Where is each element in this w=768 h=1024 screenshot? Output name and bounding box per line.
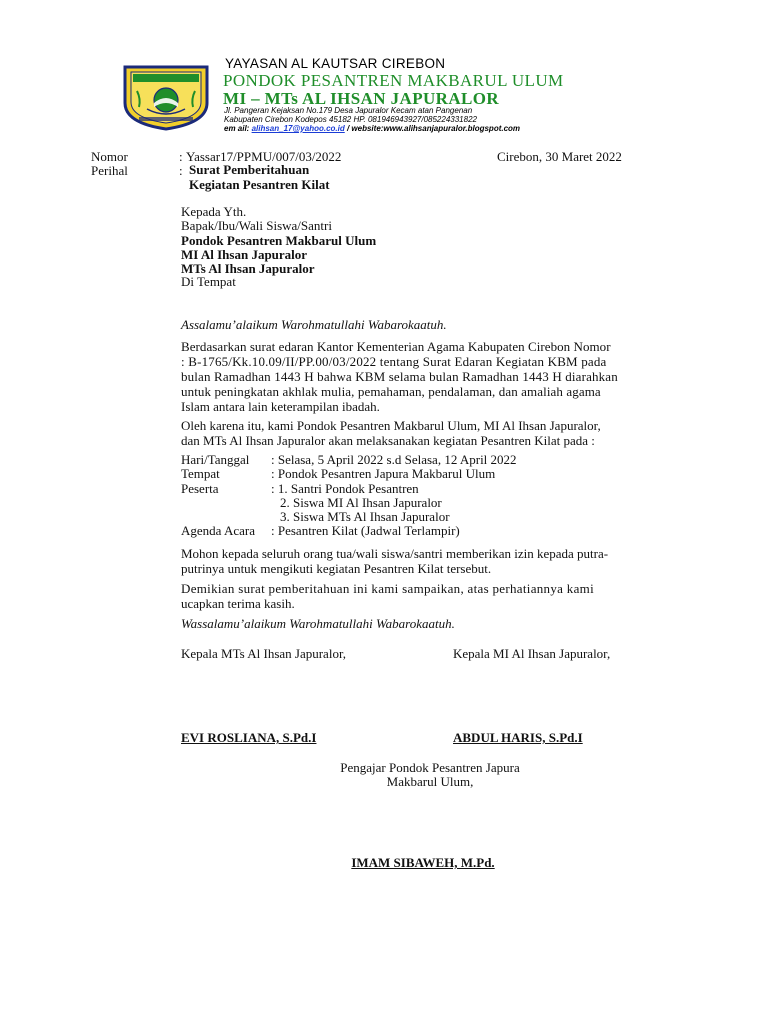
foundation-name: YAYASAN AL KAUTSAR CIREBON <box>225 56 446 71</box>
place-label: Tempat <box>181 466 220 481</box>
paragraph-3 <box>181 546 678 576</box>
agenda-value: : Pesantren Kilat (Jadwal Terlampir) <box>271 523 460 538</box>
contact-line <box>224 124 520 134</box>
day-label: Hari/Tanggal <box>181 452 250 467</box>
ref-colon: : <box>179 149 183 164</box>
recipient-line2: Bapak/Ibu/Wali Siswa/Santri <box>181 218 332 233</box>
paragraph-1-line: Berdasarkan surat edaran Kantor Kementerian Agama Kabupaten Cirebon Nomor <box>181 339 611 354</box>
right-signatory-name: ABDUL HARIS, S.Pd.I <box>453 730 583 745</box>
paragraph-2-line: dan MTs Al Ihsan Japuralor akan melaksanakan kegiatan Pesantren Kilat pada : <box>181 433 595 448</box>
recipient-line1: Kepada Yth. <box>181 204 247 219</box>
email-prefix: em ail: <box>224 124 252 133</box>
left-signatory-title: Kepala MTs Al Ihsan Japuralor, <box>181 646 347 661</box>
right-signatory-title: Kepala MI Al Ihsan Japuralor, <box>453 646 611 661</box>
closing: Wassalamu’alaikum Warohmatullahi Wabarokaatuh. <box>181 616 455 631</box>
participants-label: Peserta <box>181 481 219 496</box>
paragraph-4 <box>181 581 678 611</box>
recipient-line6: Di Tempat <box>181 274 236 289</box>
subject-line1: Surat Pemberitahuan <box>189 162 310 177</box>
paragraph-2 <box>181 418 678 448</box>
school-logo-icon <box>117 63 215 131</box>
address-line2: Kabupaten Cirebon Kodepos 45182 HP. 081946943927/085224331822 <box>224 115 477 124</box>
subject-line2: Kegiatan Pesantren Kilat <box>189 177 330 192</box>
left-signatory-name: EVI ROSLIANA, S.Pd.I <box>181 730 317 745</box>
paragraph-1-line: bulan Ramadhan 1443 H bahwa KBM selama bulan Ramadhan 1443 H diarahkan <box>181 369 618 384</box>
recipient-line4: MI Al Ihsan Japuralor <box>181 247 308 262</box>
letter-date: Cirebon, 30 Maret 2022 <box>497 149 622 164</box>
day-value: : Selasa, 5 April 2022 s.d Selasa, 12 April 2022 <box>271 452 517 467</box>
participant-item: 2. Siswa MI Al Ihsan Japuralor <box>280 495 442 510</box>
subject-label: Perihal <box>91 163 128 178</box>
agenda-label: Agenda Acara <box>181 523 255 538</box>
place-value: : Pondok Pesantren Japura Makbarul Ulum <box>271 466 496 481</box>
bottom-signatory-title-line1: Pengajar Pondok Pesantren Japura <box>340 760 520 775</box>
website-text: / website:www.alihsanjapuralor.blogspot.com <box>344 124 521 133</box>
paragraph-4-line: Demikian surat pemberitahuan ini kami sampaikan, atas perhatiannya kami <box>181 581 594 596</box>
recipient-line3: Pondok Pesantren Makbarul Ulum <box>181 233 377 248</box>
paragraph-1-line: Islam antara lain keterampilan ibadah. <box>181 399 380 414</box>
participant-item: 3. Siswa MTs Al Ihsan Japuralor <box>280 509 450 524</box>
email-link[interactable]: alihsan_17@yahoo.co.id <box>251 124 345 133</box>
bottom-signatory-title-line2: Makbarul Ulum, <box>386 774 474 789</box>
paragraph-1-line: untuk peningkatan akhlak mulia, pemahaman, pendalaman, dan amaliah agama <box>181 384 601 399</box>
ref-label: Nomor <box>91 149 128 164</box>
paragraph-3-line: putrinya untuk mengikuti kegiatan Pesantren Kilat tersebut. <box>181 561 492 576</box>
paragraph-2-line: Oleh karena itu, kami Pondok Pesantren Makbarul Ulum, MI Al Ihsan Japuralor, <box>181 418 601 433</box>
paragraph-1 <box>181 339 678 414</box>
address-line1: Jl. Pangeran Kejaksan No.179 Desa Japuralor Kecam atan Pangenan <box>224 106 473 115</box>
greeting: Assalamu’alaikum Warohmatullahi Wabarokaatuh. <box>181 317 447 332</box>
ref-value: Yassar17/PPMU/007/03/2022 <box>186 149 342 164</box>
paragraph-4-line: ucapkan terima kasih. <box>181 596 295 611</box>
school-name-line1: PONDOK PESANTREN MAKBARUL ULUM <box>223 71 564 90</box>
subject-colon: : <box>179 163 183 178</box>
participant-item: : 1. Santri Pondok Pesantren <box>271 481 419 496</box>
paragraph-3-line: Mohon kepada seluruh orang tua/wali siswa/santri memberikan izin kepada putra- <box>181 546 609 561</box>
school-name-line2: MI – MTs AL IHSAN JAPURALOR <box>223 89 500 108</box>
paragraph-1-line: : B-1765/Kk.10.09/II/PP.00/03/2022 tentang Surat Edaran Kegiatan KBM pada <box>181 354 607 369</box>
bottom-signatory-name: IMAM SIBAWEH, M.Pd. <box>351 855 495 870</box>
recipient-line5: MTs Al Ihsan Japuralor <box>181 261 315 276</box>
